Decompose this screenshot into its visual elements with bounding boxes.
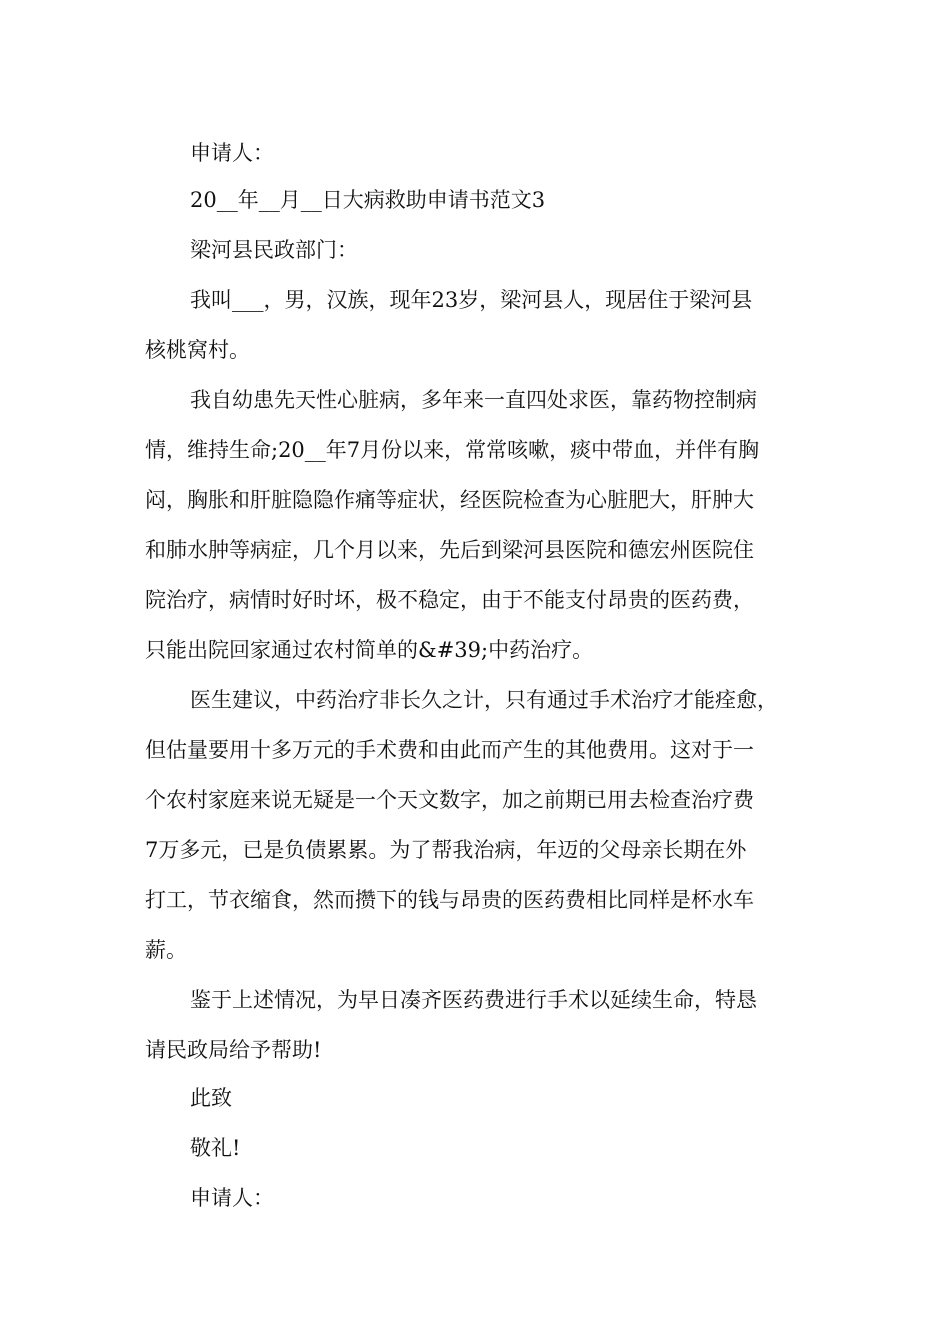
document-page: 申请人： 20__年__月__日大病救助申请书范文3 梁河县民政部门： 我叫___，男，汉族，现年23岁，梁河县人，现居住于梁河县 核桃窝村。 我自幼患先天性心脏病，多年来一直四处求医，靠药物控制病 情，维持生命;20__年7月份以来，常常咳嗽，痰中带血，并伴有胸 闷，胸胀和肝脏隐隐作痛等症状，经医院检查为心脏肥大，肝肿大 和肺水肿等病症，几个月以来，先后到梁河县医院和德宏州医院住 院治疗，病情时好时坏，极不稳定，由于不能支付昂贵的医药费， 只能出院回家通过农村简单的&#39;中药治疗。 医生建议，中药治疗非长久之计，只有通过手术治疗才能痊愈， 但估量要用十多万元的手术费和由此而产生的其他费用。这对于一 个农村家庭来说无疑是一个天文数字，加之前期已用去检查治疗费 7万多元，已是负债累累。为了帮我治病，年迈的父母亲长期在外 打工，节衣缩食，然而攒下的钱与昂贵的医药费相比同样是杯水车 薪。 鉴于上述情况，为早日凑齐医药费进行手术以延续生命，特恳 请民政局给予帮助! 此致 敬礼! 申请人： (145, 141, 778, 1210)
